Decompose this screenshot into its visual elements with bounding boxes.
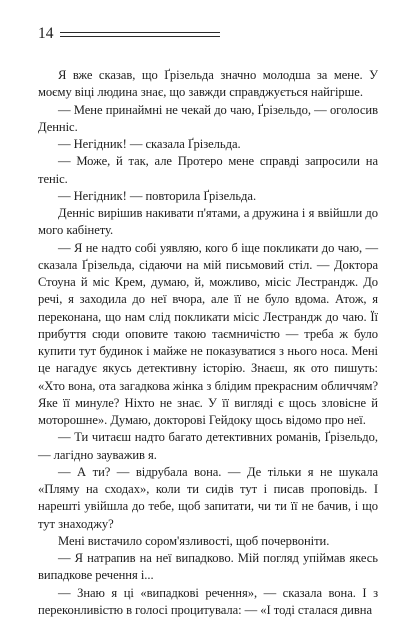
body-text [38, 67, 378, 619]
paragraph: — Негідник! — повторила Ґрізельда. [38, 188, 378, 205]
paragraph: — Я не надто собі уявляю, кого б іще покликати до чаю, — сказала Ґрізельда, сідаючи на мій письмовий стіл. — Доктора Стоуна й міс Крем, думаю, й, можливо, місіс Лестрандж. До речі, я заходила до неї вчора, але її не було вдома. Атож, я переконана, що нам слід покликати місіс Лестрандж до чаю. Її прибуття сюди оповите такою таємничістю — треба ж було купити тут будинок і майже не показуватися з нього носа. Мені це нагадує якусь детективну історію. Знаєш, як ото пишуть: «Хто вона, ота загадкова жінка з блідим прекрасним обличчям? Яке її минуле? Ніхто не знає. У її вигляді є щось зловісне й моторошне». Думаю, докторові Гейдоку щось відомо про неї. [38, 240, 378, 430]
header-rule-bottom [60, 36, 220, 37]
paragraph: — Знаю я ці «випадкові речення», — сказала вона. І з переконливістю в голосі процитувала: — «І тоді сталася дивна [38, 585, 378, 619]
paragraph: Я вже сказав, що Ґрізельда значно молодша за мене. У моєму віці людина знає, що завжди справджується найгірше. [38, 67, 378, 102]
paragraph: — Мене принаймні не чекай до чаю, Ґрізельдо, — оголосив Денніс. [38, 102, 378, 137]
header-rule-top [60, 32, 220, 33]
paragraph: — Може, й так, але Протеро мене справді запросили на теніс. [38, 153, 378, 188]
page-number: 14 [38, 24, 54, 44]
paragraph: Денніс вирішив накивати п'ятами, а дружина і я ввійшли до мого кабінету. [38, 205, 378, 240]
paragraph: — Я натрапив на неї випадково. Мій погляд упіймав якесь випадкове речення і... [38, 550, 378, 585]
paragraph: — Ти читаєш надто багато детективних романів, Ґрізельдо, — лагідно зауважив я. [38, 429, 378, 464]
paragraph: — А ти? — відрубала вона. — Де тільки я не шукала «Пляму на сходах», коли ти сидів тут і писав проповідь. І нарешті увійшла до тебе, щоб запитати, чи ти її не бачив, і що тут знаходжу? [38, 464, 378, 533]
page-header [38, 24, 378, 48]
paragraph: — Негідник! — сказала Ґрізельда. [38, 136, 378, 153]
paragraph: Мені вистачило сором'язливості, щоб почервоніти. [38, 533, 378, 550]
